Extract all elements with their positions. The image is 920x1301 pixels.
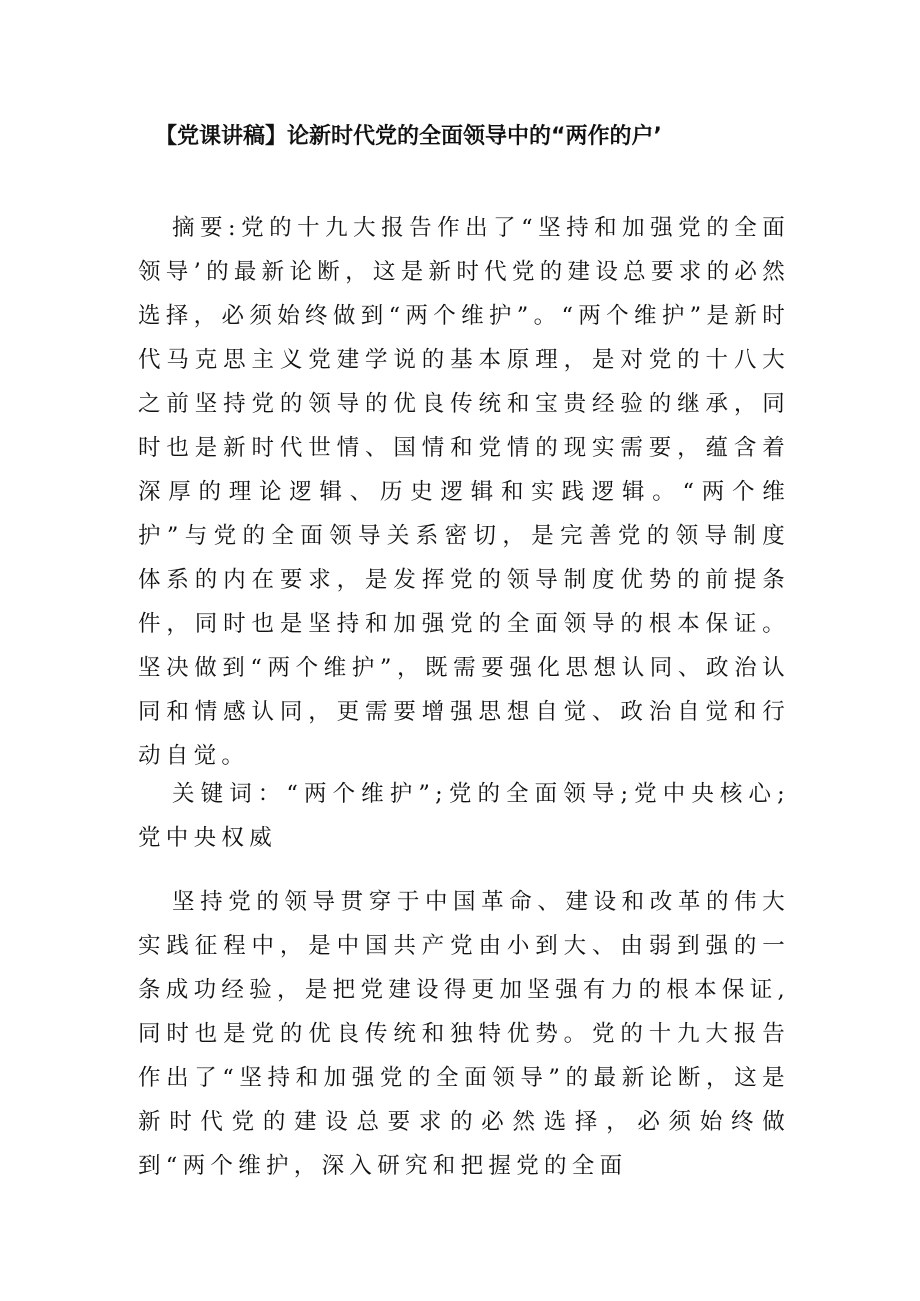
keywords-paragraph: 关键词：“两个维护”;党的全面领导;党中央核心;党中央权威 [138, 781, 790, 851]
document-title: 【党课讲稿】论新时代党的全面领导中的“两作的户’ [155, 124, 662, 149]
body-paragraph: 坚持党的领导贯穿于中国革命、建设和改革的伟大实践征程中，是中国共产党由小到大、由弱到强的一条成功经验，是把党建设得更加坚强有力的根本保证,同时也是党的优良传统和独特优势。党的十九大报告作出了“坚持和加强党的全面领导”的最新论断，这是新时代党的建设总要求的必然选择，必须始终做到“两个维护，深入研究和把握党的全面 [138, 889, 790, 1179]
abstract-paragraph: 摘要:党的十九大报告作出了“坚持和加强党的全面领导’的最新论断，这是新时代党的建设总要求的必然选择，必须始终做到“两个维护”。“两个维护”是新时代马克思主义党建学说的基本原理，是对党的十八大之前坚持党的领导的优良传统和宝贵经验的继承，同时也是新时代世情、国情和党情的现实需要，蕴含着深厚的理论逻辑、历史逻辑和实践逻辑。“两个维护”与党的全面领导关系密切，是完善党的领导制度体系的内在要求，是发挥党的领导制度优势的前提条件，同时也是坚持和加强党的全面领导的根本保证。坚决做到“两个维护”，既需要强化思想认同、政治认同和情感认同，更需要增强思想自觉、政治自觉和行动自觉。 [138, 215, 790, 769]
